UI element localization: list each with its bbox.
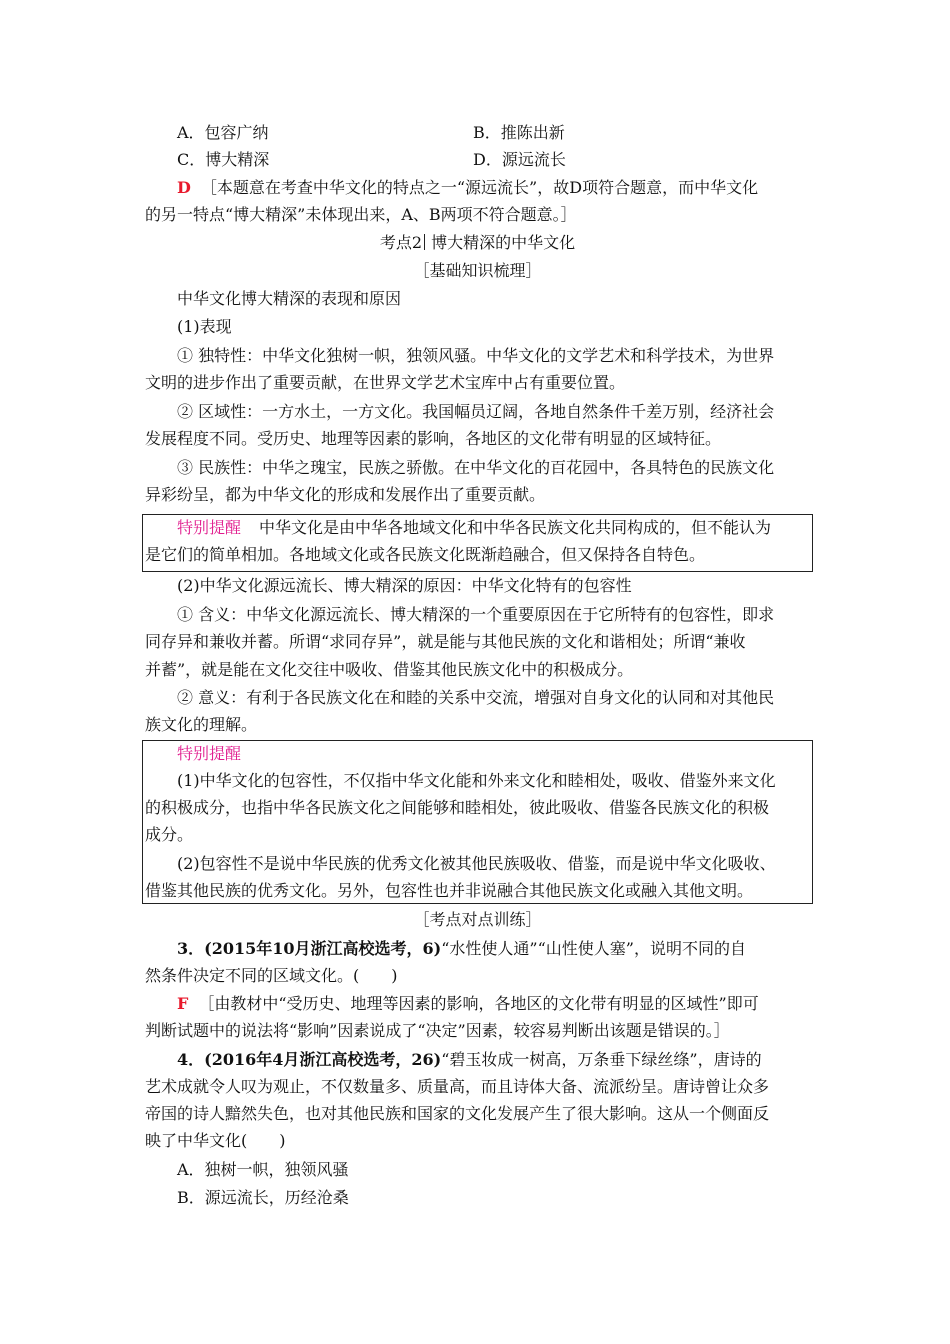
kaodian-label: 考点2 bbox=[379, 233, 423, 252]
paragraph: ③ 民族性：中华之瑰宝，民族之骄傲。在中华文化的百花园中，各具特色的民族文化 bbox=[177, 458, 775, 477]
answer-letter: D bbox=[177, 178, 191, 197]
paragraph: ① 独特性：中华文化独树一帜，独领风骚。中华文化的文学艺术和科学技术，为世界 bbox=[177, 346, 775, 365]
reminder-text: 借鉴其他民族的优秀文化。另外，包容性也并非说融合其他民族文化或融入其他文明。 bbox=[145, 881, 754, 900]
question-text: “水性使人通”“山性使人塞”，说明不同的自 bbox=[441, 939, 746, 958]
subsection-label: ［基础知识梳理］ bbox=[413, 261, 542, 280]
option-c: C．博大精深 bbox=[177, 150, 270, 169]
reminder-label: 特别提醒 bbox=[177, 744, 242, 763]
paragraph: 族文化的理解。 bbox=[145, 715, 258, 734]
subsection-label: ［考点对点训练］ bbox=[413, 910, 542, 929]
explanation-text: ［由教材中“受历史、地理等因素的影响，各地区的文化带有明显的区域性”即可 bbox=[198, 994, 759, 1013]
paragraph: 文明的进步作出了重要贡献，在世界文学艺术宝库中占有重要位置。 bbox=[145, 373, 626, 392]
paragraph: 异彩纷呈，都为中华文化的形成和发展作出了重要贡献。 bbox=[145, 485, 546, 504]
explanation-text: 的另一特点“博大精深”未体现出来，A、B两项不符合题意。］ bbox=[145, 205, 577, 224]
question-4 bbox=[177, 1047, 762, 1073]
paragraph: 并蓄”，就是能在文化交往中吸收、借鉴其他民族文化中的积极成分。 bbox=[145, 660, 634, 679]
answer-letter: F bbox=[177, 994, 189, 1013]
paragraph: ② 意义：有利于各民族文化在和睦的关系中交流，增强对自身文化的认同和对其他民 bbox=[177, 688, 775, 707]
paragraph: ② 区域性：一方水土，一方文化。我国幅员辽阔，各地自然条件千差万别，经济社会 bbox=[177, 402, 775, 421]
answer-explanation bbox=[177, 991, 759, 1017]
paragraph: ① 含义：中华文化源远流长、博大精深的一个重要原因在于它所特有的包容性，即求 bbox=[177, 605, 775, 624]
reminder-text: (1)中华文化的包容性，不仅指中华文化能和外来文化和睦相处，吸收、借鉴外来文化 bbox=[177, 771, 776, 790]
reminder-text: 的积极成分，也指中华各民族文化之间能够和睦相处，彼此吸收、借鉴各民族文化的积极 bbox=[145, 798, 770, 817]
question-text: 映了中华文化( ) bbox=[145, 1131, 286, 1150]
option-a: A．包容广纳 bbox=[177, 123, 269, 142]
paragraph: 同存异和兼收并蓄。所谓“求同存异”，就是能与其他民族的文化和谐相处；所谓“兼收 bbox=[145, 632, 746, 651]
reminder-text: 是它们的简单相加。各地域文化或各民族文化既渐趋融合，但又保持各自特色。 bbox=[145, 545, 706, 564]
explanation-text: 判断试题中的说法将“影响”因素说成了“决定”因素，较容易判断出该题是错误的。］ bbox=[145, 1021, 730, 1040]
question-3 bbox=[177, 936, 746, 962]
answer-explanation bbox=[177, 175, 758, 201]
reminder-text: (2)包容性不是说中华民族的优秀文化被其他民族吸收、借鉴，而是说中华文化吸收、 bbox=[177, 854, 776, 873]
option-b: B．推陈出新 bbox=[473, 123, 565, 142]
point-heading: (2)中华文化源远流长、博大精深的原因：中华文化特有的包容性 bbox=[177, 576, 632, 595]
option-d: D．源远流长 bbox=[473, 150, 566, 169]
section-title-text: 博大精深的中华文化 bbox=[431, 233, 576, 252]
explanation-text: ［本题意在考查中华文化的特点之一“源远流长”，故D项符合题意，而中华文化 bbox=[200, 178, 759, 197]
topic-heading: 中华文化博大精深的表现和原因 bbox=[177, 289, 402, 308]
paragraph: 发展程度不同。受历史、地理等因素的影响，各地区的文化带有明显的区域特征。 bbox=[145, 429, 722, 448]
question-text: 艺术成就令人叹为观止，不仅数量多、质量高，而且诗体大备、流派纷呈。唐诗曾让众多 bbox=[145, 1077, 770, 1096]
question-text: 然条件决定不同的区域文化。( ) bbox=[145, 966, 398, 985]
section-title bbox=[145, 230, 810, 256]
option-b: B．源远流长，历经沧桑 bbox=[177, 1188, 349, 1207]
kaodian-separator bbox=[424, 234, 425, 250]
reminder-body: 中华文化是由中华各地域文化和中华各民族文化共同构成的，但不能认为 bbox=[259, 518, 772, 537]
reminder-text: 成分。 bbox=[145, 825, 194, 844]
option-a: A．独树一帜，独领风骚 bbox=[177, 1160, 349, 1179]
point-heading: (1)表现 bbox=[177, 317, 232, 336]
reminder-label: 特别提醒 bbox=[177, 518, 242, 537]
question-number: 3．(2015年10月浙江高校选考，6) bbox=[177, 939, 442, 958]
question-text: 帝国的诗人黯然失色，也对其他民族和国家的文化发展产生了很大影响。这从一个侧面反 bbox=[145, 1104, 770, 1123]
question-number: 4．(2016年4月浙江高校选考，26) bbox=[177, 1050, 442, 1069]
reminder-text bbox=[177, 515, 771, 541]
question-text: “碧玉妆成一树高，万条垂下绿丝绦”，唐诗的 bbox=[441, 1050, 762, 1069]
